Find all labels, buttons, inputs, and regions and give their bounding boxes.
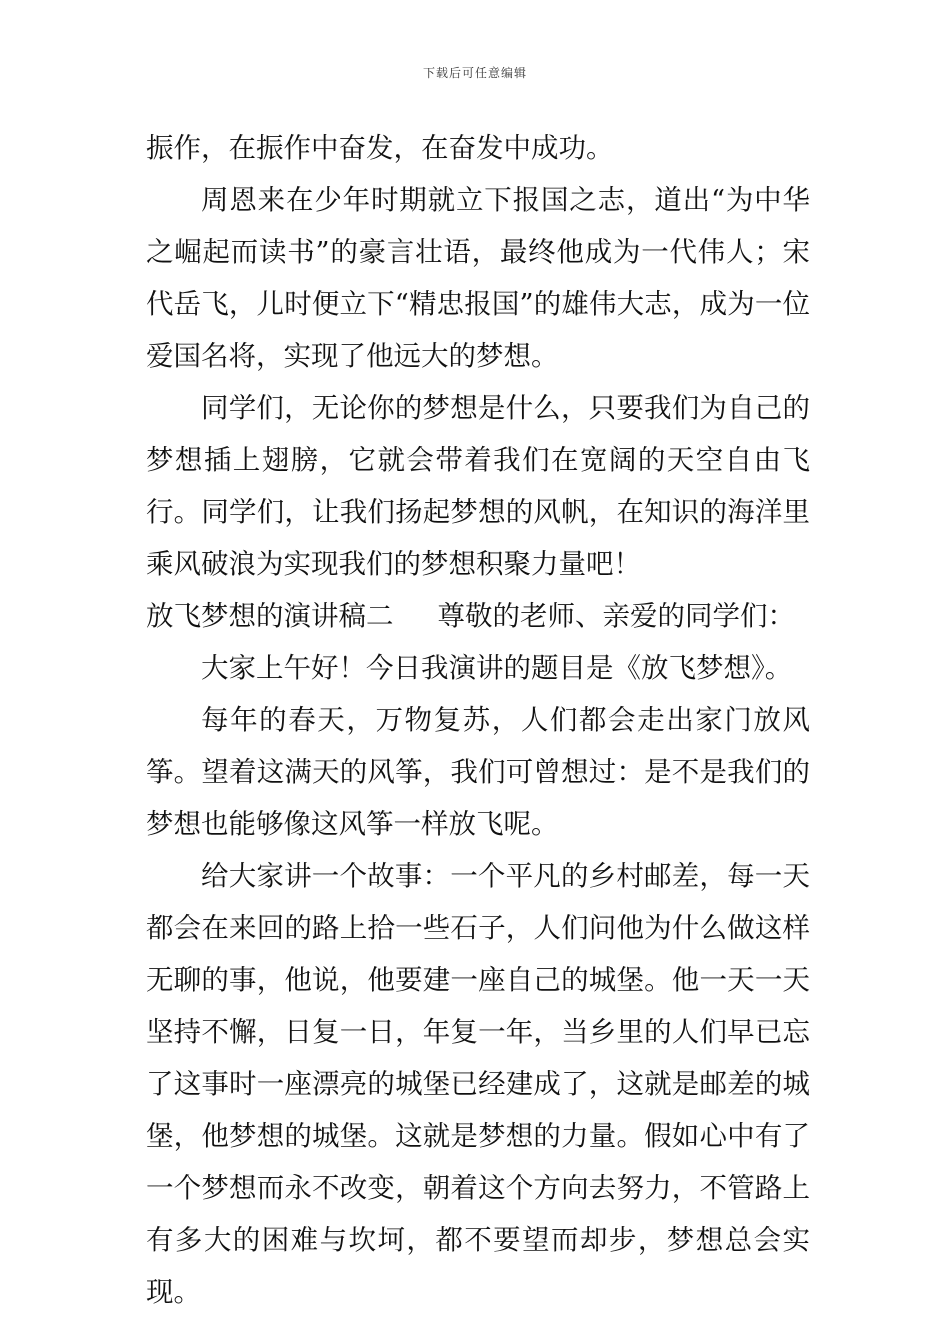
section-greeting: 尊敬的老师、亲爱的同学们： bbox=[437, 600, 795, 632]
section-title: 放飞梦想的演讲稿二 bbox=[146, 600, 394, 632]
paragraph-greeting: 大家上午好！今日我演讲的题目是《放飞梦想》。 bbox=[201, 652, 793, 684]
document-body bbox=[146, 122, 810, 1318]
paragraph-spring-kites: 每年的春天，万物复苏，人们都会走出家门放风筝。望着这满天的风筝，我们可曾想过：是不是我们的梦想也能够像这风筝一样放飞呢。 bbox=[146, 704, 810, 840]
paragraph-zhou-enlai: 周恩来在少年时期就立下报国之志，道出“为中华之崛起而读书”的豪言壮语，最终他成为一代伟人；宋代岳飞，儿时便立下“精忠报国”的雄伟大志，成为一位爱国名将，实现了他远大的梦想。 bbox=[146, 184, 810, 372]
page-header: 下载后可任意编辑 bbox=[422, 66, 527, 80]
paragraph-classmates: 同学们，无论你的梦想是什么，只要我们为自己的梦想插上翅膀，它就会带着我们在宽阔的天空自由飞行。同学们，让我们扬起梦想的风帆，在知识的海洋里乘风破浪为实现我们的梦想积聚力量吧！ bbox=[146, 392, 810, 580]
paragraph-postman-story: 给大家讲一个故事：一个平凡的乡村邮差，每一天都会在来回的路上拾一些石子，人们问他为什么做这样无聊的事，他说，他要建一座自己的城堡。他一天一天坚持不懈，日复一日，年复一年，当乡里的人们早已忘了这事时一座漂亮的城堡已经建成了，这就是邮差的城堡，他梦想的城堡。这就是梦想的力量。假如心中有了一个梦想而永不改变，朝着这个方向去努力，不管路上有多大的困难与坎坷，都不要望而却步，梦想总会实现。 bbox=[146, 860, 810, 1308]
paragraph-continuation: 振作，在振作中奋发，在奋发中成功。 bbox=[146, 132, 614, 164]
section-heading bbox=[146, 590, 810, 642]
